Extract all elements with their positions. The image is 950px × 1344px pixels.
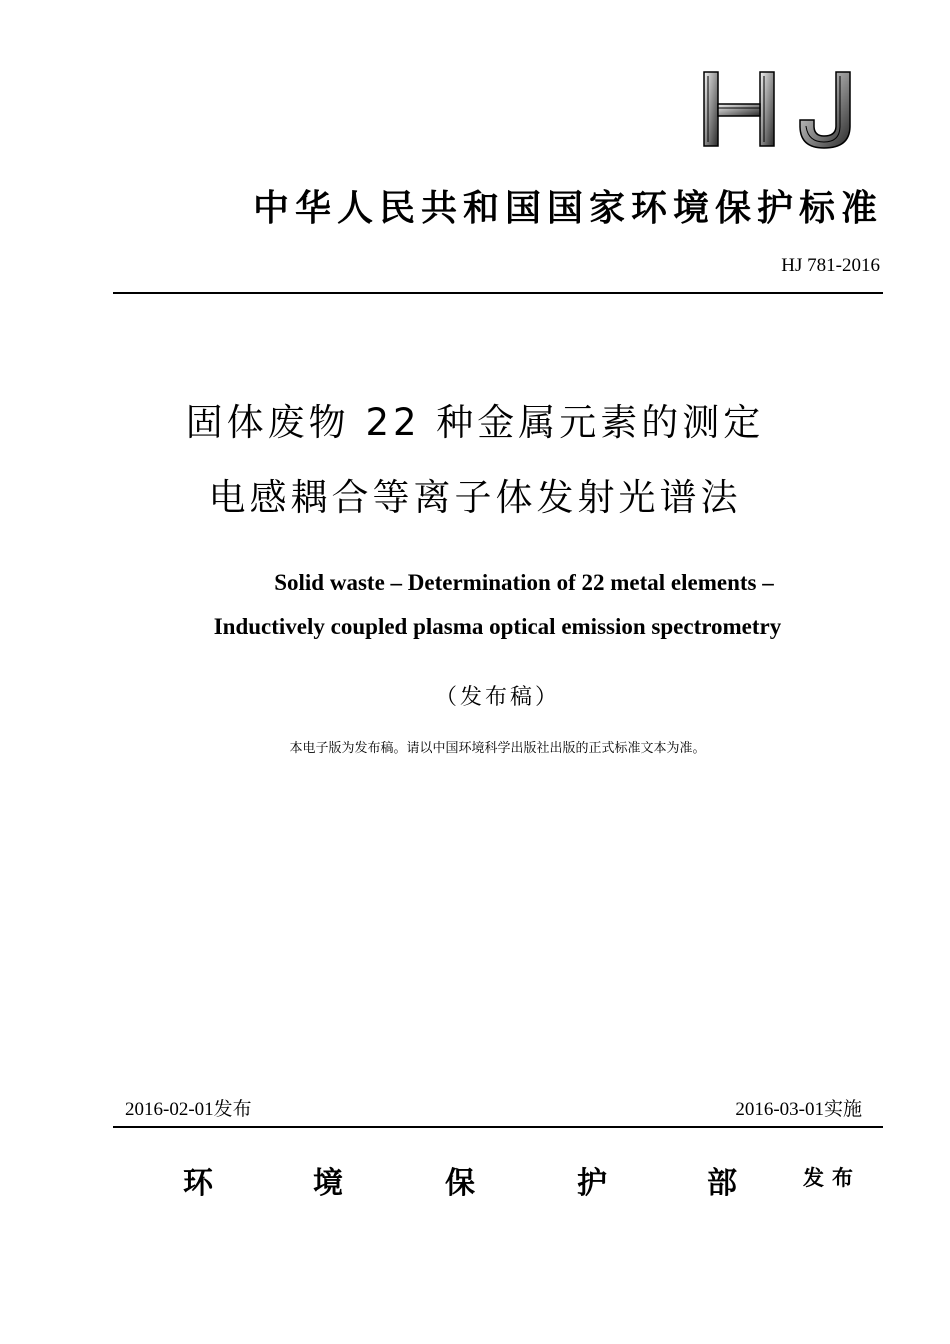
footer-divider	[113, 1126, 883, 1128]
standard-number: HJ 781-2016	[781, 255, 880, 276]
issue-date: 2016-02-01发布	[125, 1099, 252, 1120]
issuer-char: 境	[313, 1166, 343, 1201]
hj-logo	[700, 68, 858, 152]
header-divider	[113, 292, 883, 294]
title-zh-line1: 固体废物 22 种金属元素的测定	[185, 401, 765, 444]
title-zh-line2: 电感耦合等离子体发射光谱法	[208, 476, 742, 519]
effective-date: 2016-03-01实施	[735, 1099, 862, 1120]
issuer-action: 发布	[803, 1166, 861, 1190]
title-en-line2: Inductively coupled plasma optical emission spectrometry	[213, 614, 782, 639]
issuer-char: 环	[183, 1166, 213, 1201]
issuer-char: 部	[707, 1166, 737, 1201]
title-en-line1: Solid waste – Determination of 22 metal elements –	[274, 570, 774, 595]
standard-category-title: 中华人民共和国国家环境保护标准	[252, 188, 883, 229]
issuer-char: 护	[577, 1166, 607, 1201]
issuer-char: 保	[445, 1166, 475, 1201]
draft-note: 本电子版为发布稿。请以中国环境科学出版社出版的正式标准文本为准。	[289, 741, 706, 756]
draft-label: （发布稿）	[434, 685, 560, 710]
